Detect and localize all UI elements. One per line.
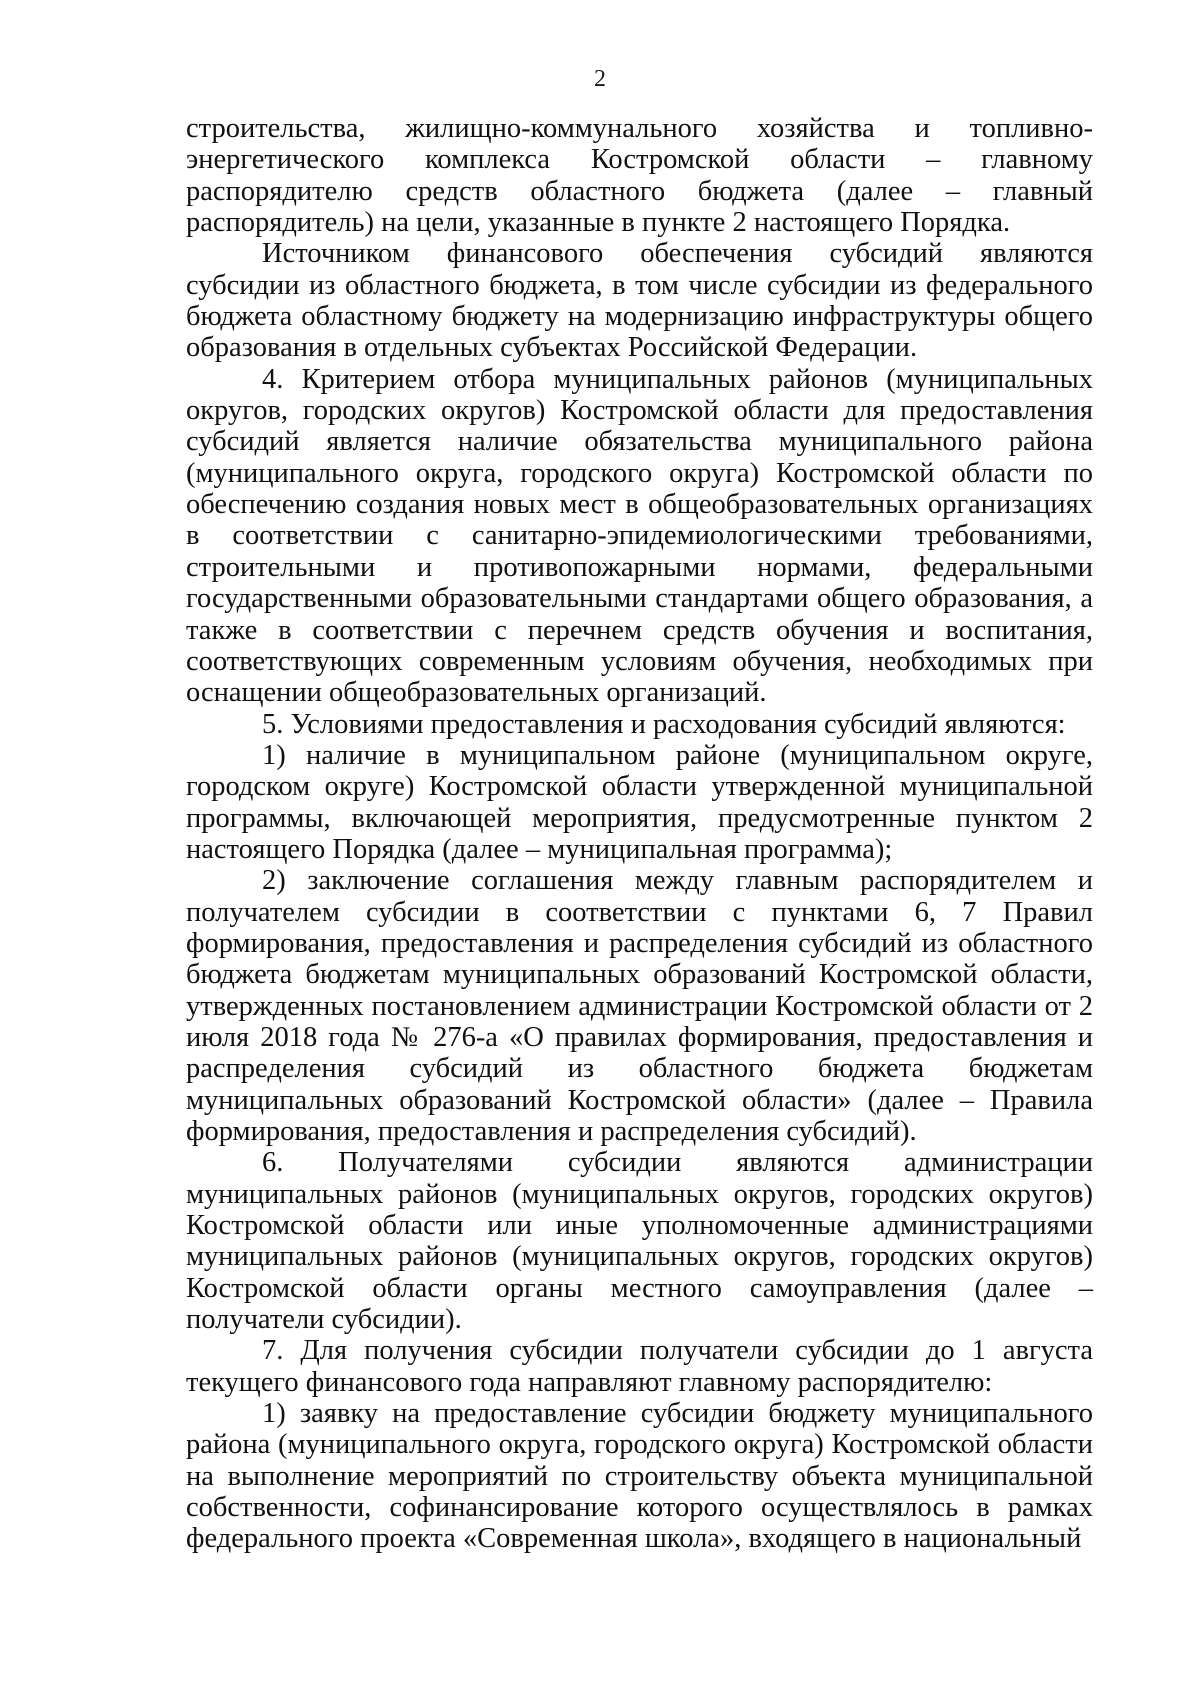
paragraph-item-7: 7. Для получения субсидии получатели субсидии до 1 августа текущего финансового года направляют главному распорядителю: <box>186 1335 1093 1398</box>
paragraph-item-5-1: 1) наличие в муниципальном районе (муниципальном округе, городском округе) Костромской области утвержденной муниципальной программы, включающей мероприятия, предусмотренные пунктом 2 настоящего Порядка (далее – муниципальная программа); <box>186 739 1093 865</box>
paragraph-item-7-1: 1) заявку на предоставление субсидии бюджету муниципального района (муниципального округа, городского округа) Костромской области на выполнение мероприятий по строительству объекта муниципальной собственности, софинансирование которого осуществлялось в рамках федерального проекта «Современная школа», входящего в национальный <box>186 1398 1093 1555</box>
page-number: 2 <box>594 66 606 92</box>
paragraph-funding-source: Источником финансового обеспечения субсидий являются субсидии из областного бюджета, в том числе субсидии из федерального бюджета областному бюджету на модернизацию инфраструктуры общего образования в отдельных субъектах Российской Федерации. <box>186 238 1093 364</box>
document-body <box>186 113 1093 1555</box>
paragraph-item-5: 5. Условиями предоставления и расходования субсидий являются: <box>262 708 1066 740</box>
paragraph-item-4: 4. Критерием отбора муниципальных районов (муниципальных округов, городских округов) Костромской области для предоставления субсидий является наличие обязательства муниципального района (муниципального округа, городского округа) Костромской области по обеспечению создания новых мест в общеобразовательных организациях в соответствии с санитарно-эпидемиологическими требованиями, строительными и противопожарными нормами, федеральными государственными образовательными стандартами общего образования, а также в соответствии с перечнем средств обучения и воспитания, соответствующих современным условиям обучения, необходимых при оснащении общеобразовательных организаций. <box>186 363 1093 709</box>
paragraph-item-6: 6. Получателями субсидии являются администрации муниципальных районов (муниципальных округов, городских округов) Костромской области или иные уполномоченные администрациями муниципальных районов (муниципальных округов, городских округов) Костромской области органы местного самоуправления (далее – получатели субсидии). <box>186 1147 1093 1336</box>
paragraph-item-5-2: 2) заключение соглашения между главным распорядителем и получателем субсидии в соответствии с пунктами 6, 7 Правил формирования, предоставления и распределения субсидий из областного бюджета бюджетам муниципальных образований Костромской области, утвержденных постановлением администрации Костромской области от 2 июля 2018 года № 276-а «О правилах формирования, предоставления и распределения субсидий из областного бюджета бюджетам муниципальных образований Костромской области» (далее – Правила формирования, предоставления и распределения субсидий). <box>186 865 1093 1147</box>
paragraph-continuation: строительства, жилищно-коммунального хозяйства и топливно-энергетического комплекса Костромской области – главному распорядителю средств областного бюджета (далее – главный распорядитель) на цели, указанные в пункте 2 настоящего Порядка. <box>186 113 1093 239</box>
